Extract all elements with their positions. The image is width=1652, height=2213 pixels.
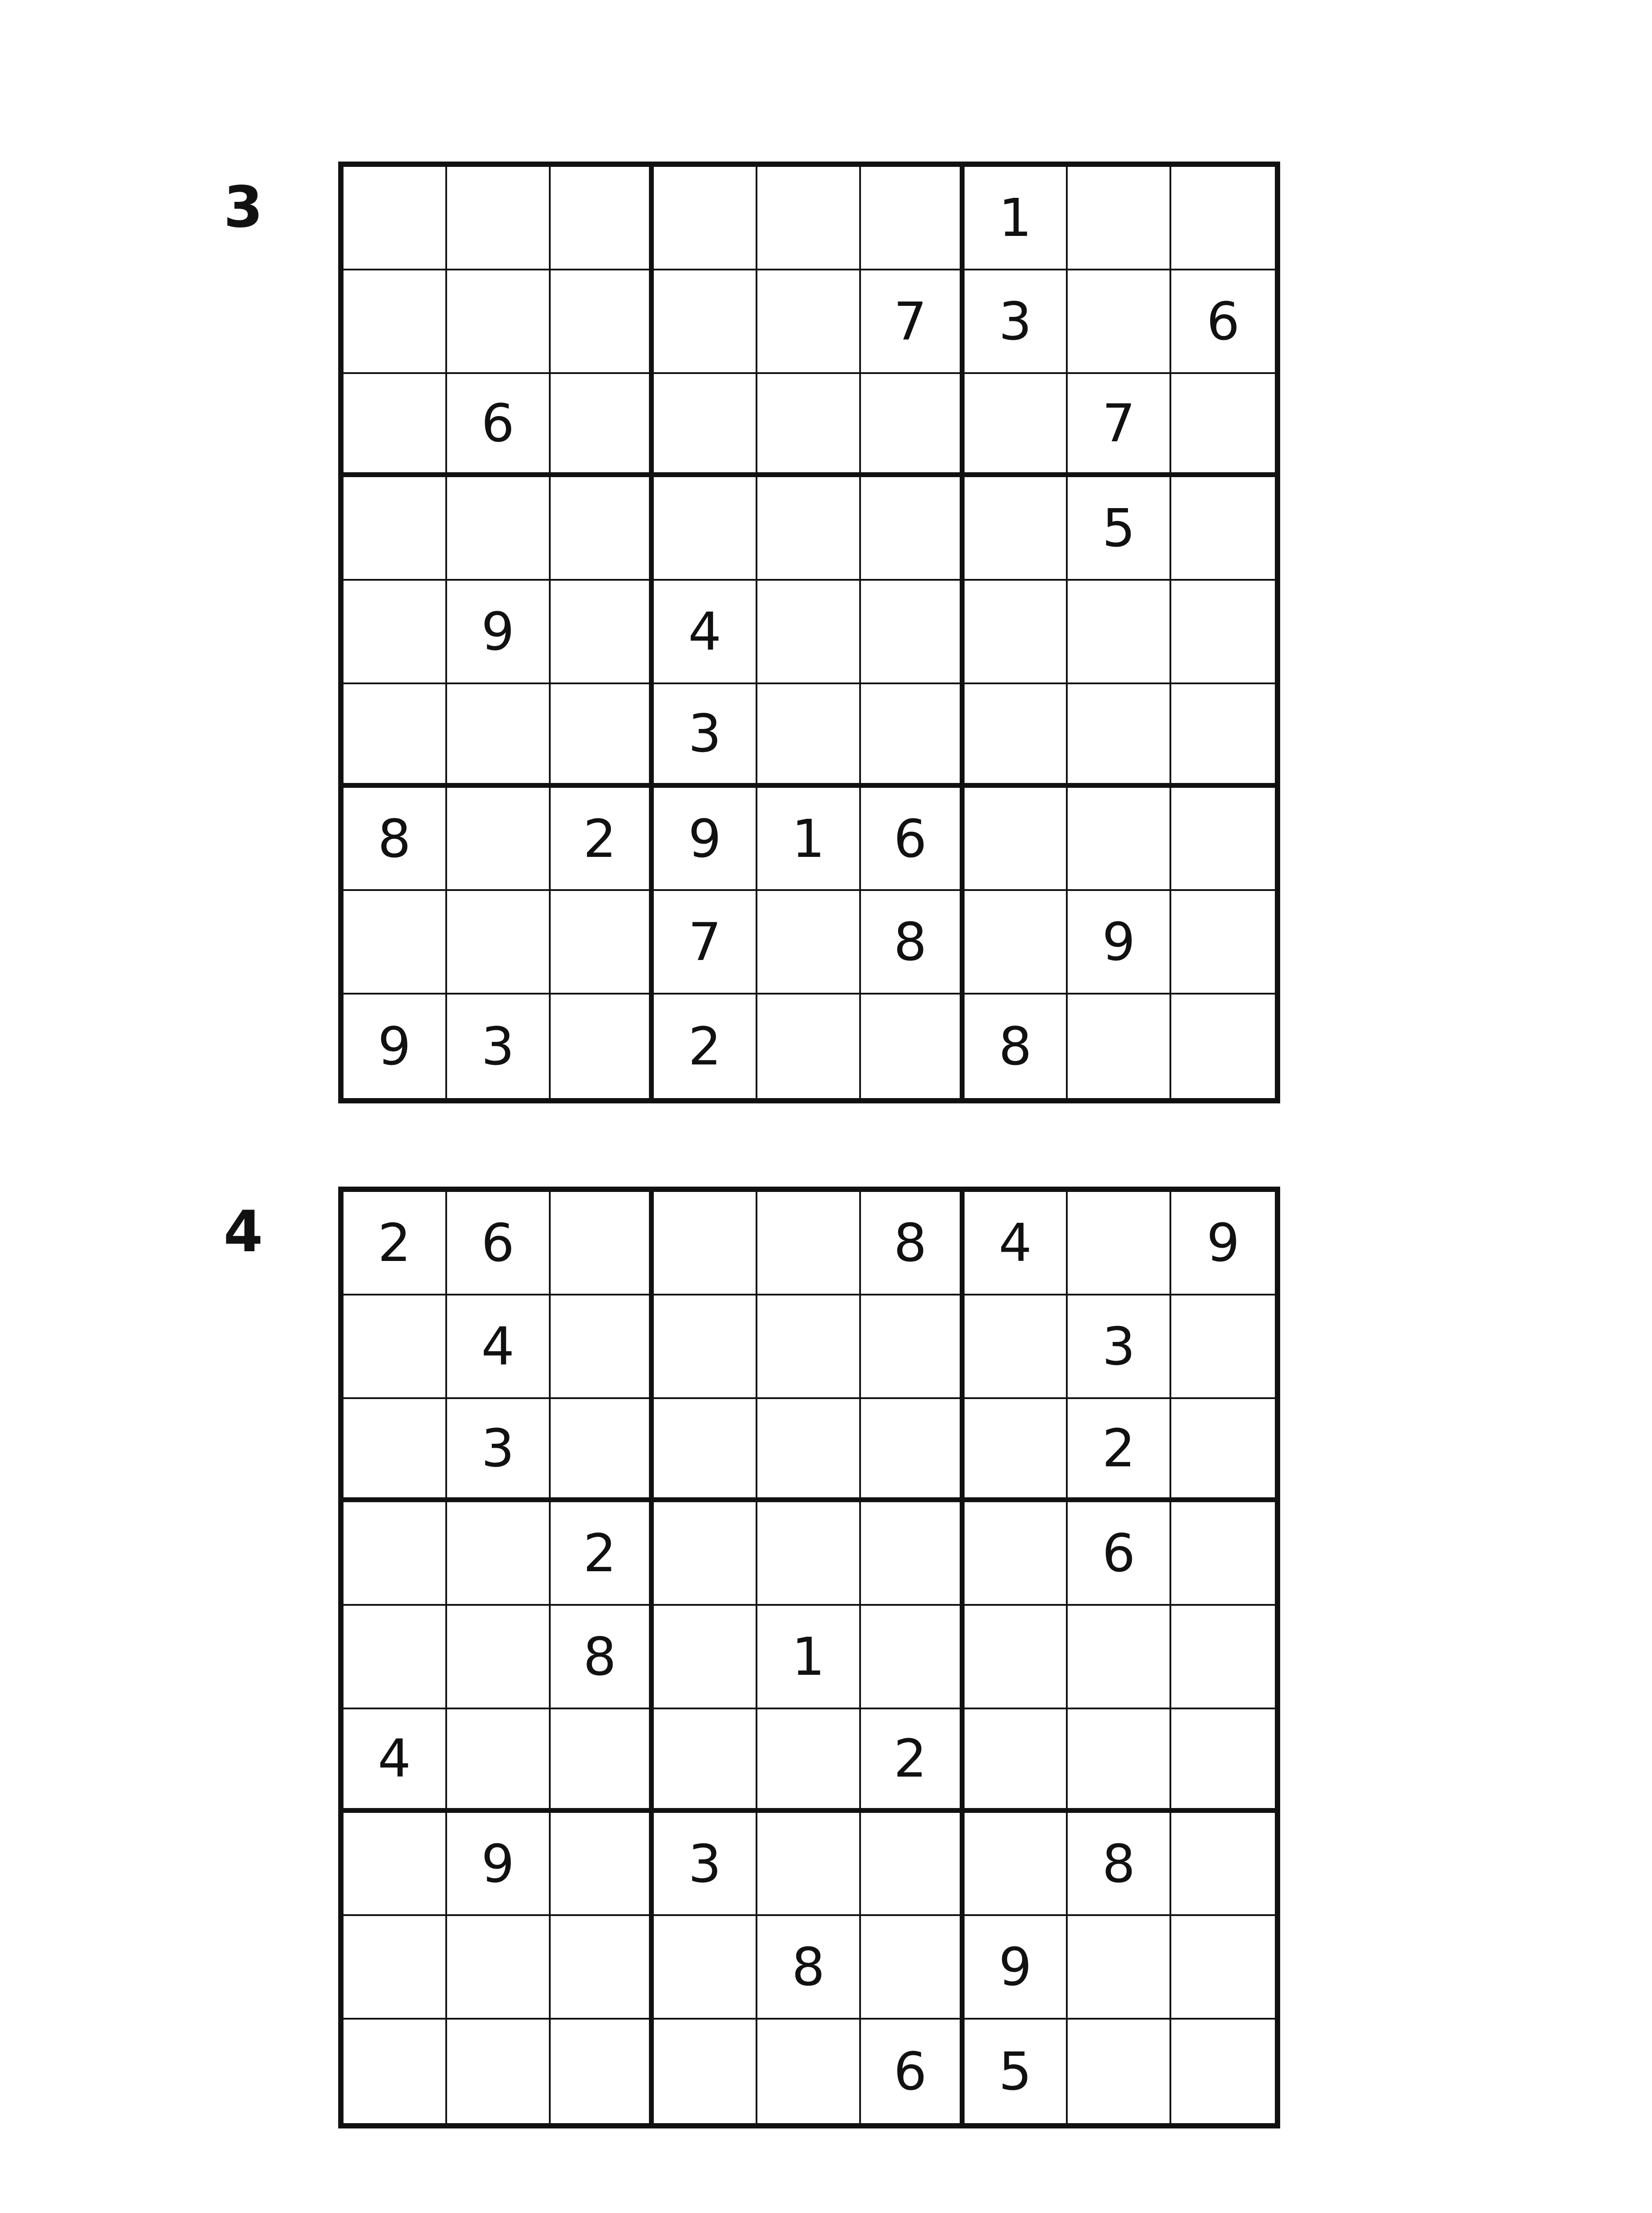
- sudoku-cell[interactable]: 1: [757, 788, 861, 891]
- sudoku-cell[interactable]: 2: [654, 995, 757, 1098]
- sudoku-cell[interactable]: 5: [965, 2020, 1068, 2123]
- sudoku-cell[interactable]: 7: [861, 270, 965, 374]
- sudoku-cell[interactable]: [1068, 1192, 1171, 1295]
- sudoku-cell[interactable]: [654, 1399, 757, 1503]
- sudoku-cell[interactable]: [1171, 1502, 1275, 1606]
- sudoku-cell[interactable]: [344, 1502, 447, 1606]
- sudoku-cell[interactable]: [1068, 788, 1171, 891]
- sudoku-cell[interactable]: [551, 477, 654, 581]
- sudoku-cell[interactable]: [447, 1709, 551, 1813]
- sudoku-cell[interactable]: [757, 1502, 861, 1606]
- sudoku-cell[interactable]: [1171, 374, 1275, 478]
- sudoku-cell[interactable]: 6: [447, 1192, 551, 1295]
- puzzle-number: 3: [224, 174, 263, 240]
- sudoku-cell[interactable]: [757, 1709, 861, 1813]
- sudoku-cell[interactable]: 8: [551, 1606, 654, 1709]
- sudoku-cell[interactable]: [965, 374, 1068, 478]
- sudoku-cell[interactable]: [654, 167, 757, 270]
- sudoku-cell[interactable]: [344, 1606, 447, 1709]
- sudoku-cell[interactable]: [861, 1399, 965, 1503]
- sudoku-cell[interactable]: [447, 1606, 551, 1709]
- sudoku-cell[interactable]: [1171, 788, 1275, 891]
- sudoku-cell[interactable]: 6: [1171, 270, 1275, 374]
- sudoku-cell[interactable]: [861, 1606, 965, 1709]
- sudoku-cell[interactable]: [344, 1295, 447, 1399]
- sudoku-cell[interactable]: [1068, 581, 1171, 684]
- sudoku-cell[interactable]: [551, 1295, 654, 1399]
- sudoku-cell[interactable]: [757, 684, 861, 788]
- sudoku-cell[interactable]: [447, 270, 551, 374]
- sudoku-cell[interactable]: [344, 891, 447, 995]
- sudoku-cell[interactable]: 3: [965, 270, 1068, 374]
- sudoku-cell[interactable]: [344, 477, 447, 581]
- sudoku-cell[interactable]: 3: [654, 684, 757, 788]
- sudoku-cell[interactable]: 8: [1068, 1813, 1171, 1916]
- sudoku-cell[interactable]: [757, 891, 861, 995]
- sudoku-cell[interactable]: 9: [344, 995, 447, 1098]
- puzzle-number: 4: [224, 1199, 263, 1265]
- sudoku-cell[interactable]: [757, 477, 861, 581]
- sudoku-cell[interactable]: 9: [654, 788, 757, 891]
- sudoku-cell[interactable]: [1068, 1916, 1171, 2020]
- sudoku-cell[interactable]: [757, 1295, 861, 1399]
- sudoku-cell[interactable]: [1171, 684, 1275, 788]
- sudoku-cell[interactable]: [344, 684, 447, 788]
- sudoku-cell[interactable]: [861, 1295, 965, 1399]
- sudoku-cell[interactable]: [965, 581, 1068, 684]
- sudoku-cell[interactable]: 4: [654, 581, 757, 684]
- sudoku-cell[interactable]: [757, 374, 861, 478]
- sudoku-cell[interactable]: [861, 995, 965, 1098]
- sudoku-cell[interactable]: 9: [447, 581, 551, 684]
- sudoku-cell[interactable]: [551, 374, 654, 478]
- sudoku-cell[interactable]: [757, 995, 861, 1098]
- sudoku-cell[interactable]: [551, 167, 654, 270]
- sudoku-cell[interactable]: [447, 2020, 551, 2123]
- sudoku-cell[interactable]: [551, 270, 654, 374]
- sudoku-cell[interactable]: [757, 1399, 861, 1503]
- sudoku-cell[interactable]: [447, 1916, 551, 2020]
- sudoku-cell[interactable]: [965, 1502, 1068, 1606]
- sudoku-cell[interactable]: 8: [861, 891, 965, 995]
- sudoku-cell[interactable]: [965, 1813, 1068, 1916]
- sudoku-cell[interactable]: 8: [861, 1192, 965, 1295]
- sudoku-cell[interactable]: [654, 1709, 757, 1813]
- sudoku-cell[interactable]: [344, 1399, 447, 1503]
- sudoku-cell[interactable]: 6: [447, 374, 551, 478]
- sudoku-cell[interactable]: 3: [654, 1813, 757, 1916]
- sudoku-cell[interactable]: [551, 2020, 654, 2123]
- sudoku-cell[interactable]: 1: [965, 167, 1068, 270]
- sudoku-cell[interactable]: 9: [965, 1916, 1068, 2020]
- sudoku-cell[interactable]: [344, 1813, 447, 1916]
- sudoku-cell[interactable]: [551, 581, 654, 684]
- sudoku-cell[interactable]: [757, 270, 861, 374]
- sudoku-cell[interactable]: 1: [757, 1606, 861, 1709]
- sudoku-cell[interactable]: 7: [1068, 374, 1171, 478]
- sudoku-cell[interactable]: [654, 1192, 757, 1295]
- sudoku-cell[interactable]: [1068, 684, 1171, 788]
- sudoku-cell[interactable]: [654, 1606, 757, 1709]
- sudoku-cell[interactable]: [757, 1192, 861, 1295]
- sudoku-cell[interactable]: [861, 1502, 965, 1606]
- sudoku-cell[interactable]: [551, 1399, 654, 1503]
- sudoku-cell[interactable]: [1068, 2020, 1171, 2123]
- sudoku-cell[interactable]: [344, 167, 447, 270]
- sudoku-cell[interactable]: [1171, 1399, 1275, 1503]
- sudoku-cell[interactable]: 4: [447, 1295, 551, 1399]
- sudoku-cell[interactable]: [447, 788, 551, 891]
- sudoku-cell[interactable]: [551, 1813, 654, 1916]
- sudoku-cell[interactable]: [654, 2020, 757, 2123]
- sudoku-cell[interactable]: [344, 270, 447, 374]
- sudoku-cell[interactable]: [1068, 167, 1171, 270]
- sudoku-cell[interactable]: [965, 477, 1068, 581]
- sudoku-cell[interactable]: [861, 477, 965, 581]
- sudoku-cell[interactable]: 5: [1068, 477, 1171, 581]
- sudoku-cell[interactable]: [861, 1813, 965, 1916]
- sudoku-cell[interactable]: [344, 374, 447, 478]
- sudoku-cell[interactable]: [654, 270, 757, 374]
- sudoku-cell[interactable]: [447, 891, 551, 995]
- sudoku-cell[interactable]: [1171, 581, 1275, 684]
- sudoku-cell[interactable]: [344, 581, 447, 684]
- sudoku-cell[interactable]: [965, 788, 1068, 891]
- sudoku-cell[interactable]: [965, 1399, 1068, 1503]
- sudoku-cell[interactable]: 9: [447, 1813, 551, 1916]
- sudoku-cell[interactable]: 8: [344, 788, 447, 891]
- sudoku-cell[interactable]: [654, 1295, 757, 1399]
- sudoku-cell[interactable]: 4: [965, 1192, 1068, 1295]
- sudoku-cell[interactable]: [551, 1916, 654, 2020]
- sudoku-cell[interactable]: [1171, 167, 1275, 270]
- sudoku-cell[interactable]: [861, 374, 965, 478]
- sudoku-cell[interactable]: [654, 1502, 757, 1606]
- sudoku-cell[interactable]: [447, 477, 551, 581]
- sudoku-cell[interactable]: [551, 684, 654, 788]
- sudoku-cell[interactable]: [965, 684, 1068, 788]
- sudoku-cell[interactable]: 2: [1068, 1399, 1171, 1503]
- sudoku-cell[interactable]: [965, 891, 1068, 995]
- sudoku-cell[interactable]: [1171, 1606, 1275, 1709]
- sudoku-cell[interactable]: [1171, 1295, 1275, 1399]
- sudoku-cell[interactable]: [757, 1813, 861, 1916]
- sudoku-cell[interactable]: [344, 2020, 447, 2123]
- sudoku-cell[interactable]: [757, 581, 861, 684]
- sudoku-cell[interactable]: 6: [861, 2020, 965, 2123]
- sudoku-cell[interactable]: [654, 374, 757, 478]
- sudoku-cell[interactable]: [965, 1606, 1068, 1709]
- sudoku-cell[interactable]: [447, 1502, 551, 1606]
- sudoku-cell[interactable]: [965, 1709, 1068, 1813]
- sudoku-cell[interactable]: [1068, 1709, 1171, 1813]
- sudoku-cell[interactable]: [447, 684, 551, 788]
- sudoku-cell[interactable]: 2: [861, 1709, 965, 1813]
- sudoku-cell[interactable]: [861, 167, 965, 270]
- sudoku-cell[interactable]: [1171, 1813, 1275, 1916]
- sudoku-cell[interactable]: 9: [1171, 1192, 1275, 1295]
- sudoku-cell[interactable]: [447, 167, 551, 270]
- sudoku-cell[interactable]: [1171, 1709, 1275, 1813]
- sudoku-cell[interactable]: 3: [447, 1399, 551, 1503]
- sudoku-cell[interactable]: 3: [1068, 1295, 1171, 1399]
- sudoku-cell[interactable]: [654, 477, 757, 581]
- sudoku-cell[interactable]: 2: [551, 788, 654, 891]
- sudoku-cell[interactable]: [551, 995, 654, 1098]
- sudoku-cell[interactable]: 2: [344, 1192, 447, 1295]
- sudoku-cell[interactable]: 8: [757, 1916, 861, 2020]
- sudoku-cell[interactable]: [1171, 477, 1275, 581]
- sudoku-cell[interactable]: [1171, 2020, 1275, 2123]
- sudoku-cell[interactable]: 3: [447, 995, 551, 1098]
- sudoku-cell[interactable]: [757, 2020, 861, 2123]
- sudoku-cell[interactable]: 6: [861, 788, 965, 891]
- sudoku-cell[interactable]: 8: [965, 995, 1068, 1098]
- sudoku-cell[interactable]: [861, 581, 965, 684]
- sudoku-cell[interactable]: [344, 1916, 447, 2020]
- sudoku-cell[interactable]: [861, 684, 965, 788]
- sudoku-grid-3: [338, 162, 1280, 1103]
- sudoku-cell[interactable]: [1171, 1916, 1275, 2020]
- sudoku-cell[interactable]: [757, 167, 861, 270]
- sudoku-grid-4: [338, 1187, 1280, 2128]
- sudoku-cell[interactable]: [654, 1916, 757, 2020]
- sudoku-cell[interactable]: [1068, 995, 1171, 1098]
- sudoku-cell[interactable]: [1068, 270, 1171, 374]
- sudoku-cell[interactable]: 9: [1068, 891, 1171, 995]
- sudoku-cell[interactable]: [551, 1709, 654, 1813]
- sudoku-cell[interactable]: [965, 1295, 1068, 1399]
- sudoku-cell[interactable]: [551, 891, 654, 995]
- sudoku-cell[interactable]: [1068, 1606, 1171, 1709]
- sudoku-cell[interactable]: 7: [654, 891, 757, 995]
- sudoku-cell[interactable]: [1171, 995, 1275, 1098]
- sudoku-cell[interactable]: 4: [344, 1709, 447, 1813]
- sudoku-cell[interactable]: [1171, 891, 1275, 995]
- sudoku-cell[interactable]: 6: [1068, 1502, 1171, 1606]
- sudoku-cell[interactable]: [861, 1916, 965, 2020]
- sudoku-cell[interactable]: [551, 1192, 654, 1295]
- sudoku-cell[interactable]: 2: [551, 1502, 654, 1606]
